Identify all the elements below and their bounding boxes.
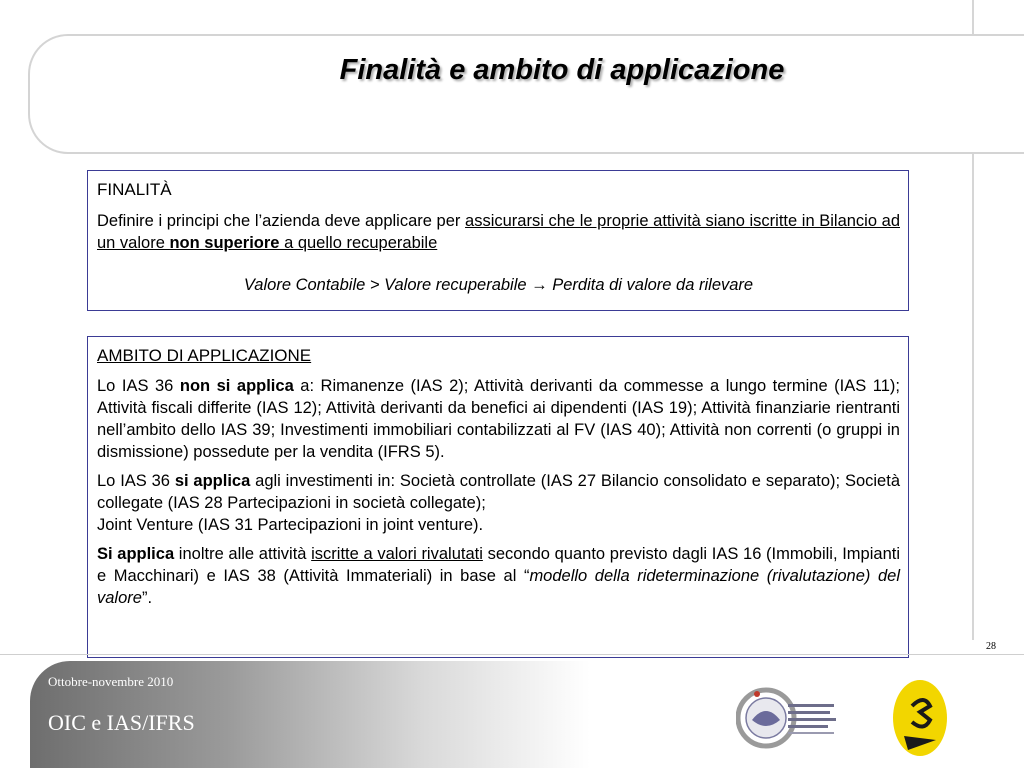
yellow-emblem-icon <box>890 676 950 760</box>
ambito-p3-bold: Si applica <box>97 545 175 563</box>
ambito-p3-end: ”. <box>141 589 153 607</box>
ambito-p2-body: agli investimenti in: Società controllate (IAS 27 Bilancio consolidato e separato); Società collegate (IAS 28 Partecipazioni in società collegate); <box>97 472 900 512</box>
ambito-box <box>87 336 909 658</box>
finalita-text: Definire i principi che l’azienda deve applicare per <box>97 212 466 230</box>
ambito-p2-start: Lo IAS 36 <box>97 472 175 490</box>
finalita-box <box>87 170 909 311</box>
ambito-heading: AMBITO DI APPLICAZIONE <box>97 346 312 365</box>
title-panel <box>28 34 1024 154</box>
ambito-p2-bold: si applica <box>174 472 251 490</box>
formula-right: Perdita di valore da rilevare <box>547 276 754 294</box>
finalita-bold-text: non superiore <box>169 234 280 252</box>
footer-brand: OIC e IAS/IFRS <box>48 710 195 735</box>
finalita-formula <box>97 274 900 296</box>
finalita-paragraph <box>97 210 900 254</box>
ambito-p3-italic: modello della rideterminazione (rivalutazione) del valore <box>97 567 900 607</box>
ambito-paragraph-3 <box>97 543 900 609</box>
footer-date: Ottobre-novembre 2010 <box>48 674 174 689</box>
finalita-underlined-text: assicurarsi che le proprie attività siano iscritte in Bilancio ad un valore <box>97 212 900 252</box>
ambito-paragraph-1 <box>97 375 900 463</box>
odcec-seal-icon <box>736 680 840 756</box>
ambito-p3-body: secondo quanto previsto dagli IAS 16 (Immobili, Impianti e Macchinari) e IAS 38 (Attività Immateriali) in base al “ <box>97 545 900 585</box>
arrow-right-icon: → <box>531 276 548 294</box>
footer-divider <box>0 654 1024 655</box>
finalita-heading: FINALITÀ <box>97 180 172 199</box>
ambito-paragraph-2 <box>97 470 900 536</box>
ambito-p1-bold: non si applica <box>179 377 294 395</box>
page-number: 28 <box>986 641 996 652</box>
ambito-p2-joint-venture: Joint Venture (IAS 31 Partecipazioni in joint venture). <box>97 516 484 534</box>
ambito-p3-underlined: iscritte a valori rivalutati <box>311 545 483 563</box>
formula-left: Valore Contabile > Valore recuperabile <box>243 276 532 294</box>
ambito-p3-start: inoltre alle attività <box>174 545 312 563</box>
ambito-p1-body: a: Rimanenze (IAS 2); Attività derivanti da commesse a lungo termine (IAS 11); Attività fiscali differite (IAS 12); Attività derivanti da benefici ai dipendenti (IAS 19); Attività finanziarie rientranti nell’ambito dello IAS 39; Investimenti immobiliari contabilizzati al FV (IAS 40); Attività non correnti (o gruppi in dismissione) possedute per la vendita (IFRS 5). <box>97 377 900 461</box>
finalita-underlined-end: a quello recuperabile <box>279 234 438 252</box>
ambito-p1-start: Lo IAS 36 <box>97 377 180 395</box>
slide-title: Finalità e ambito di applicazione <box>339 54 785 86</box>
